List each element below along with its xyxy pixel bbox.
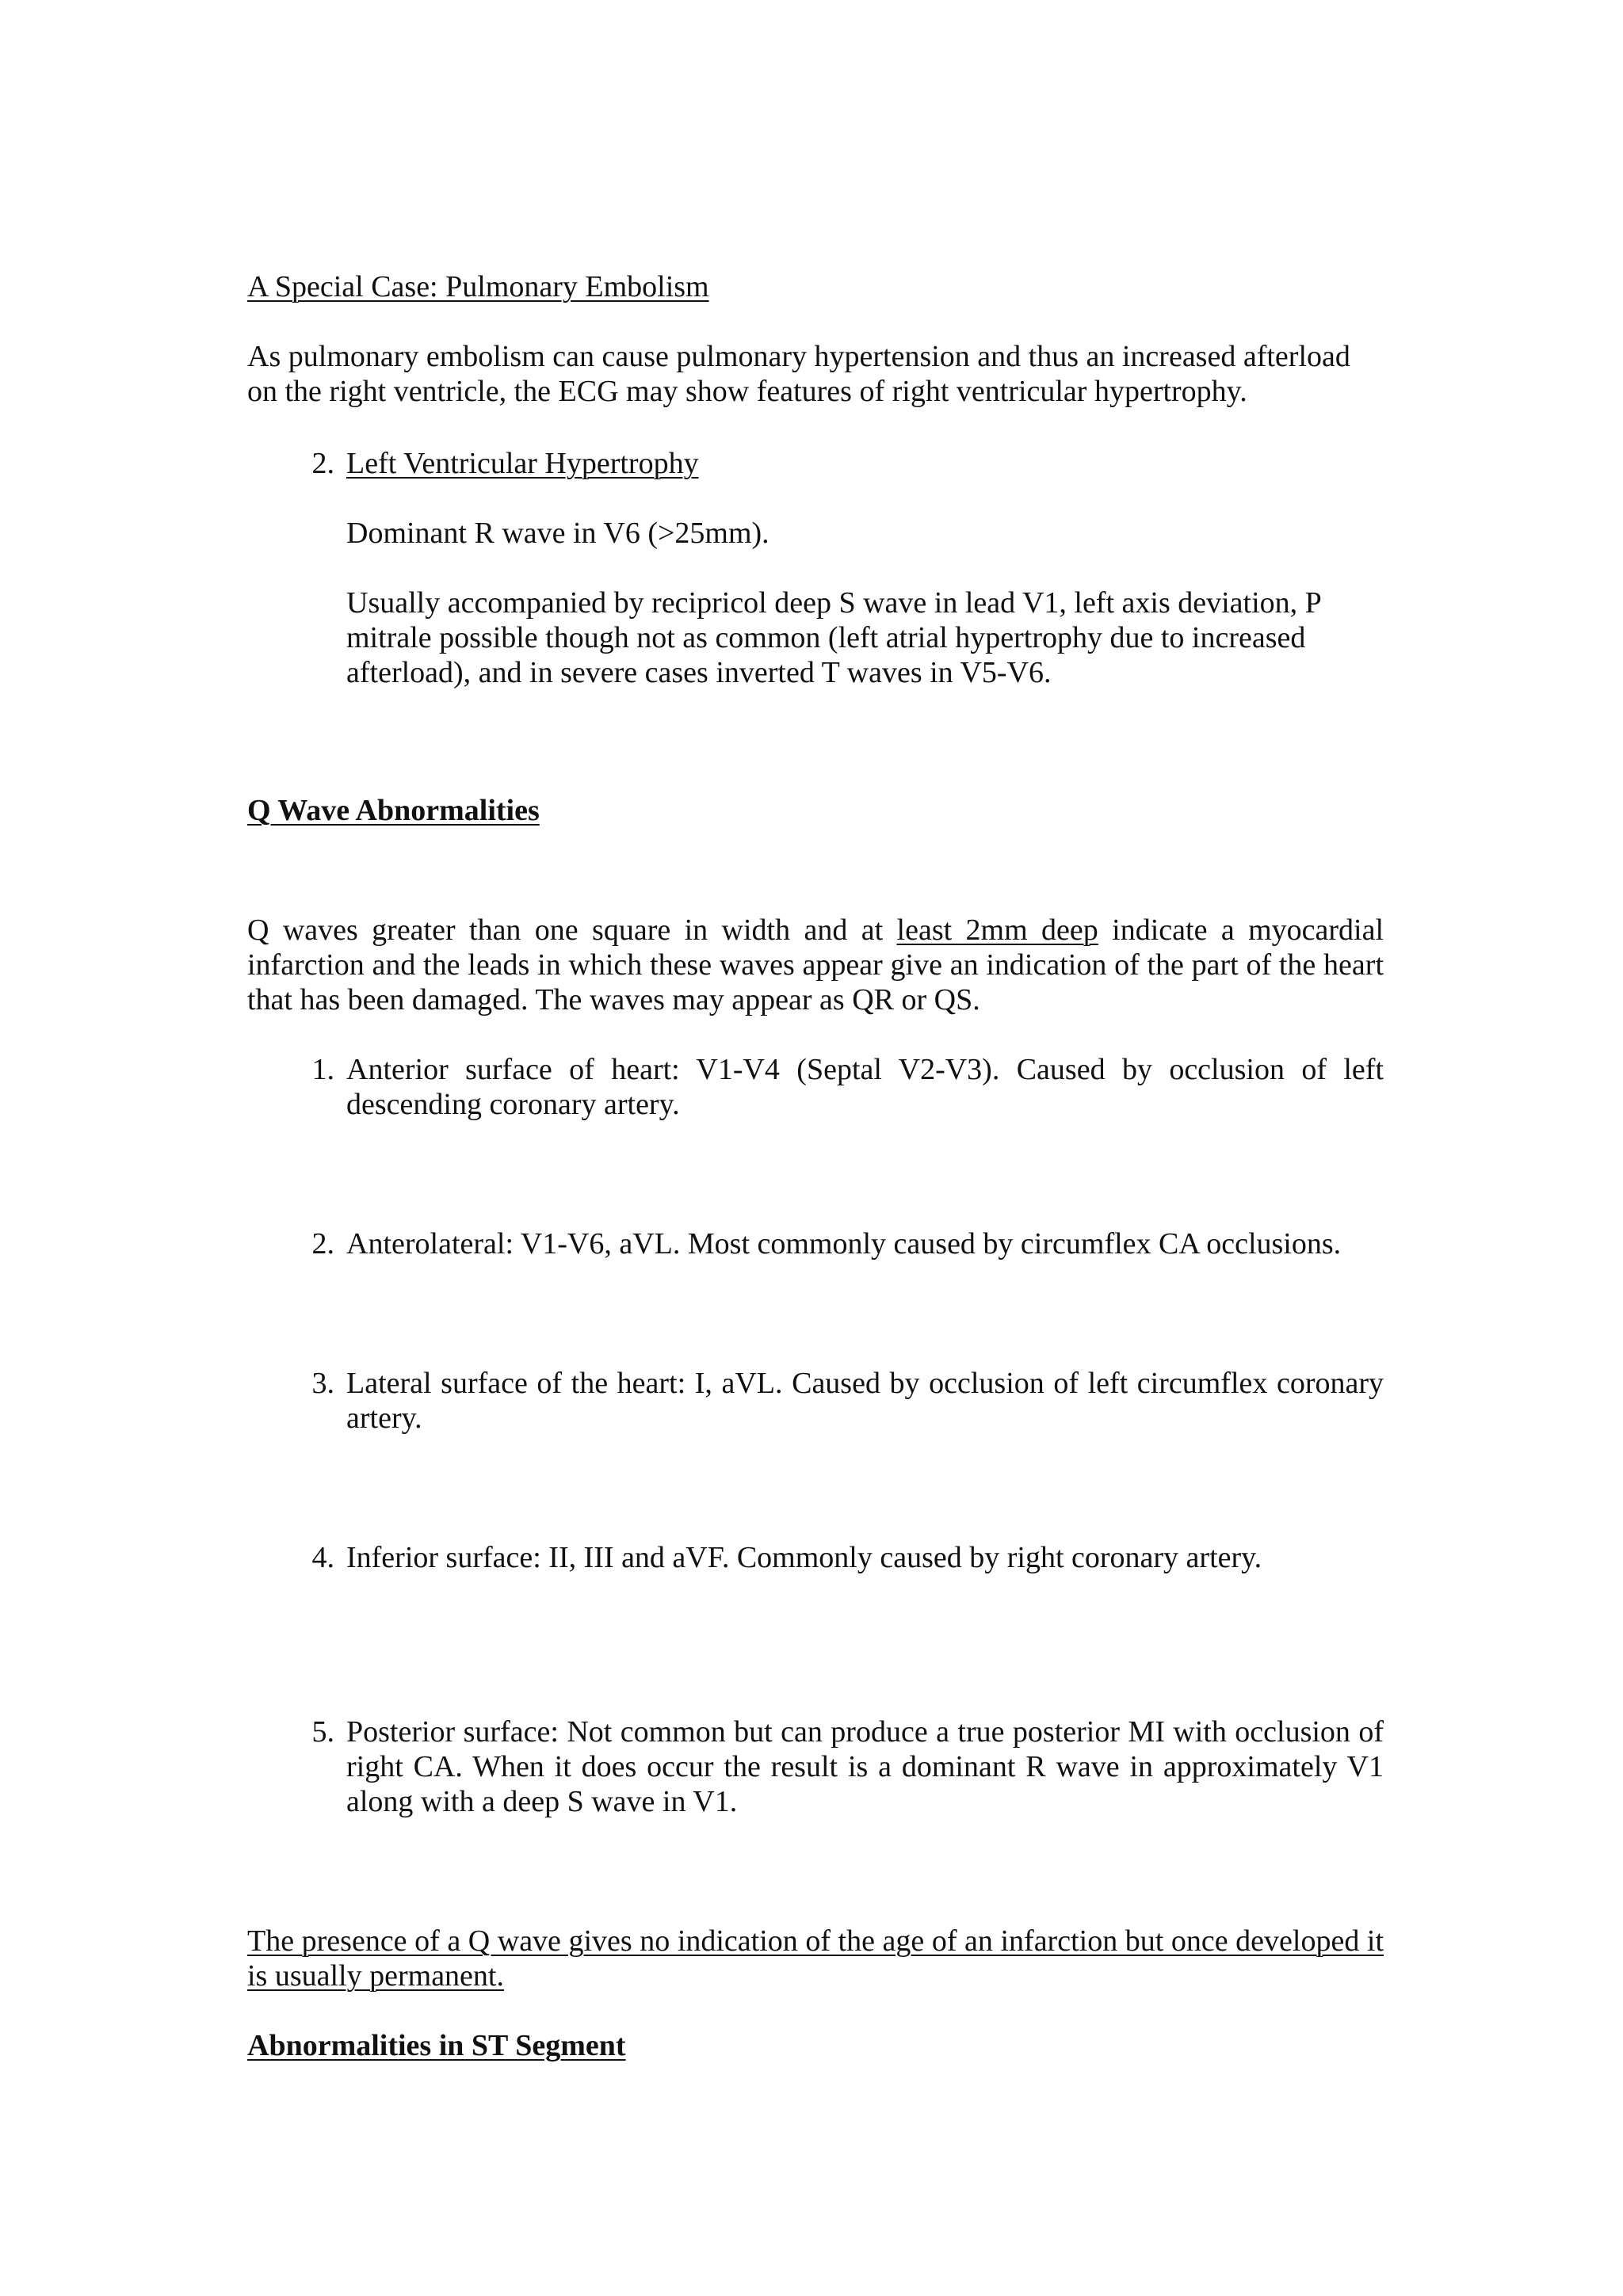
pe-heading: A Special Case: Pulmonary Embolism (247, 270, 709, 303)
q-item-3-text: Lateral surface of the heart: I, aVL. Caused by occlusion of left circumflex coronary artery. (346, 1367, 1384, 1435)
q-wave-note: The presence of a Q wave gives no indication of the age of an infarction but once developed it is usually permanent. (247, 1924, 1384, 1993)
q-item-2-text: Anterolateral: V1-V6, aVL. Most commonly caused by circumflex CA occlusions. (346, 1227, 1342, 1261)
pe-body: As pulmonary embolism can cause pulmonary hypertension and thus an increased afterload on the right ventricle, the ECG may show features of right ventricular hypertrophy. (247, 340, 1350, 408)
st-segment-heading: Abnormalities in ST Segment (247, 2029, 626, 2062)
lvh-number: 2. (311, 447, 334, 480)
q-item-4-text: Inferior surface: II, III and aVF. Commonly caused by right coronary artery. (346, 1541, 1262, 1574)
q-wave-intro-underlined: least 2mm deep (896, 913, 1098, 947)
q-item-5-number: 5. (311, 1715, 334, 1749)
lvh-line2: Usually accompanied by recipricol deep S wave in lead V1, left axis deviation, P mitrale possible though not as common (left atrial hypertrophy due to increased afterload), and in severe cases inverted T waves in V5-V6. (346, 586, 1321, 689)
document-page (247, 0, 1384, 2296)
q-item-3-number: 3. (311, 1367, 334, 1400)
q-wave-intro (247, 913, 1384, 1017)
lvh-line1: Dominant R wave in V6 (>25mm). (346, 517, 769, 550)
q-item-1-number: 1. (311, 1053, 334, 1086)
q-item-1-text: Anterior surface of heart: V1-V4 (Septal V2-V3). Caused by occlusion of left descending coronary artery. (346, 1053, 1384, 1121)
q-wave-intro-before: Q waves greater than one square in width and at (247, 913, 897, 947)
q-wave-heading: Q Wave Abnormalities (247, 794, 540, 827)
q-item-4-number: 4. (311, 1541, 334, 1574)
q-wave-intro-after: indicate a myocardial infarction and the leads in which these waves appear give an indication of the part of the heart that has been damaged. The waves may appear as QR or QS. (247, 913, 1384, 1016)
lvh-heading: Left Ventricular Hypertrophy (346, 447, 699, 480)
q-item-2-number: 2. (311, 1227, 334, 1261)
q-item-5-text: Posterior surface: Not common but can produce a true posterior MI with occlusion of right CA. When it does occur the result is a dominant R wave in approximately V1 along with a deep S wave in V1. (346, 1715, 1384, 1818)
